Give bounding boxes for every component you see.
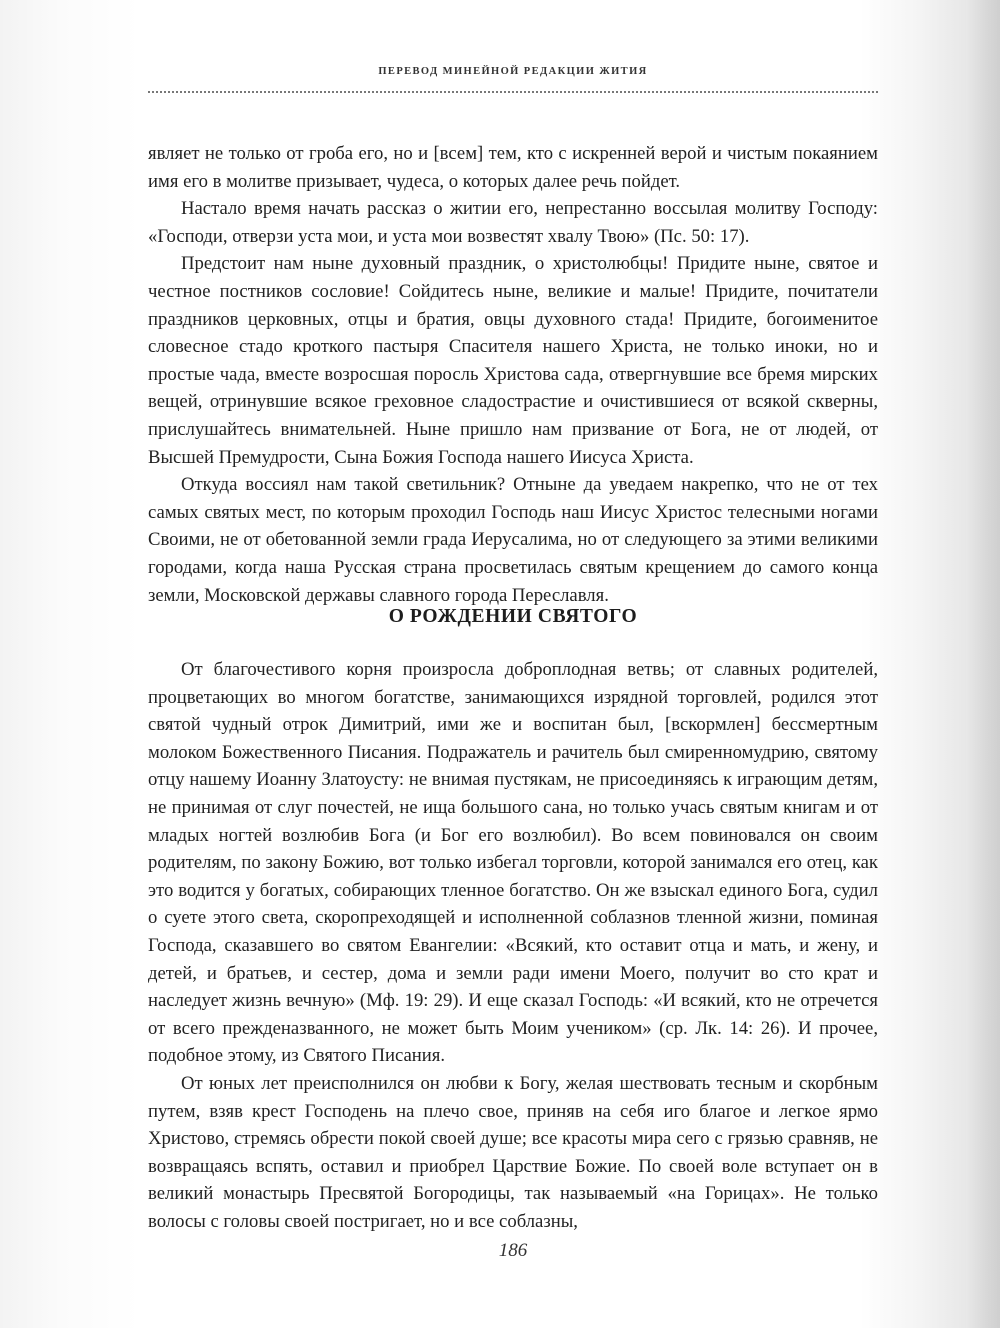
paragraph: От благочестивого корня произросла доброплодная ветвь; от славных родителей, процветающих во многом богатстве, занимающихся изрядной торговлей, родился этот святой чудный отрок Димитрий, ими же и воспитан был, [вскормлен] бессмертным молоком Божественного Писания. Подражатель и рачитель был смиренномудрию, святому отцу нашему Иоанну Златоусту: не внимая пустякам, не присоединяясь к играющим детям, не принимая от слуг почестей, не ища большого сана, но только учась святым книгам и от младых ногтей возлюбив Бога (и Бог его возлюбил). Во всем повиновался он своим родителям, по закону Божию, вот только избегал торговли, которой занимался его отец, как это водится у богатых, собирающих тленное богатство. Он же взыскал единого Бога, судил о суете этого света, скоропреходящей и исполненной соблазнов тленной жизни, поминая Господа, сказавшего во святом Евангелии: «Всякий, кто оставит отца и мать, и жену, и детей, и братьев, и сестер, дома и земли ради имени Моего, получит во сто крат и наследует жизнь вечную» (Мф. 19: 29). И еще сказал Господь: «И всякий, кто не отречется от всего прежденазванного, не может быть Моим учеником» (ср. Лк. 14: 26). И прочее, подобное этому, из Святого Писания. [148,659,878,1067]
paragraph: Настало время начать рассказ о житии его, непрестанно воссылая молитву Господу: «Господи, отверзи уста мои, и уста мои возвестят хвалу Твою» (Пс. 50: 17). [148,198,878,247]
paragraph: Предстоит нам ныне духовный праздник, о христолюбцы! Придите ныне, святое и честное постников сословие! Сойдитесь ныне, великие и малые! Придите, почитатели праздников церковных, отцы и братия, овцы духовного стада! Придите, богоименитое словесное стадо кроткого пастыря Спасителя нашего Христа, не только иноки, но и простые чада, вместе возросшая поросль Христова сада, отвергнувшие все бремя мирских вещей, отринувшие всякое греховное сладострастие и очистившиеся от всякой скверны, прислушайтесь внимательней. Ныне пришло нам призвание от Бога, не от людей, от Высшей Премудрости, Сына Божия Господа нашего Иисуса Христа. [148,253,878,468]
section-text-block [148,656,878,1235]
page-edge-shadow [966,0,1000,1328]
paragraph: От юных лет преисполнился он любви к Богу, желая шествовать тесным и скорбным путем, взяв крест Господень на плечо свое, приняв на себя иго благое и легкое ярмо Христово, стремясь обрести покой своей душе; все красоты мира сего с грязью сравняв, не возвращаясь вспять, оставил и приобрел Царствие Божие. По своей воле вступает он в великий монастырь Пресвятой Богородицы, так называемый «на Горицах». Не только волосы с головы своей постригает, но и все соблазны, [148,1072,878,1232]
section-title: О РОЖДЕНИИ СВЯТОГО [388,606,638,627]
paragraph: являет не только от гроба его, но и [всем] тем, кто с искренней верой и чистым покаянием имя его в молитве призывает, чудеса, о которых далее речь пойдет. [148,143,878,192]
header-dotted-rule [148,91,878,93]
intro-text-block [148,140,878,609]
running-header: ПЕРЕВОД МИНЕЙНОЙ РЕДАКЦИИ ЖИТИЯ [378,66,648,77]
page-number: 186 [498,1240,528,1261]
paragraph: Откуда воссиял нам такой светильник? Отныне да уведаем накрепко, что не от тех самых святых мест, по которым проходил Господь наш Иисус Христос телесными ногами Своими, не от обетованной земли града Иерусалима, но от следующего за этими великими городами, когда наша Русская страна просветилась святым крещением до самого конца земли, Московской державы славного города Переславля. [148,474,878,606]
